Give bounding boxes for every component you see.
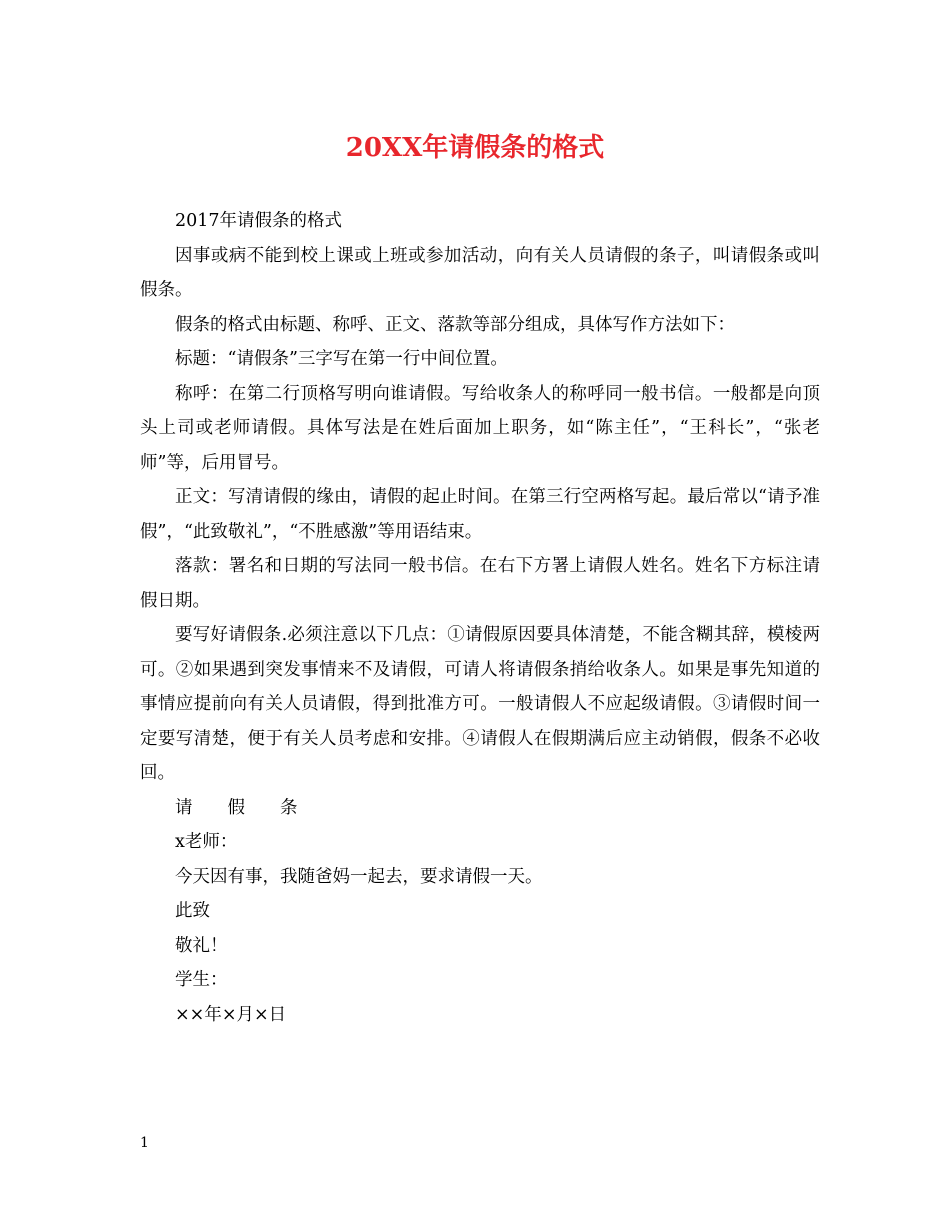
page-number: 1 [140,1135,149,1151]
sample-signature: 学生： [175,970,228,990]
sample-salutation: x老师： [175,832,238,852]
document-body [140,204,820,1032]
document-title: 20XX年请假条的格式 [345,133,605,163]
tips-paragraph: 要写好请假条.必须注意以下几点：①请假原因要具体清楚，不能含糊其辞，模棱两可。②如果遇到突发事情来不及请假，可请人将请假条捎给收条人。如果是事先知道的事情应提前向有关人员请假，得到批准方可。一般请假人不应起级请假。③请假时间一定要写清楚，便于有关人员考虑和安排。④请假人在假期满后应主动销假，假条不必收回。 [140,625,820,783]
definition-paragraph: 因事或病不能到校上课或上班或参加活动，向有关人员请假的条子，叫请假条或叫假条。 [140,245,820,300]
salutation-rule-paragraph: 称呼：在第二行顶格写明向谁请假。写给收条人的称呼同一般书信。一般都是向顶头上司或老师请假。具体写法是在姓后面加上职务，如“陈主任”，“王科长”，“张老师”等，后用冒号。 [140,383,820,473]
intro-heading: 2017年请假条的格式 [175,211,343,231]
sample-date: ××年×月×日 [175,1004,287,1025]
title-rule-paragraph: 标题：“请假条”三字写在第一行中间位置。 [175,349,508,369]
signature-rule-paragraph: 落款：署名和日期的写法同一般书信。在右下方署上请假人姓名。姓名下方标注请假日期。 [140,556,820,611]
sample-content: 今天因有事，我随爸妈一起去，要求请假一天。 [175,866,543,887]
sample-heading: 请 假 条 [175,797,298,818]
sample-closing-1: 此致 [175,901,210,921]
sample-closing-2: 敬礼！ [175,935,228,956]
body-rule-paragraph: 正文：写清请假的缘由，请假的起止时间。在第三行空两格写起。最后常以“请予准假”，“此致敬礼”，“不胜感激”等用语结束。 [140,487,820,542]
format-overview-paragraph: 假条的格式由标题、称呼、正文、落款等部分组成，具体写作方法如下： [175,314,735,335]
